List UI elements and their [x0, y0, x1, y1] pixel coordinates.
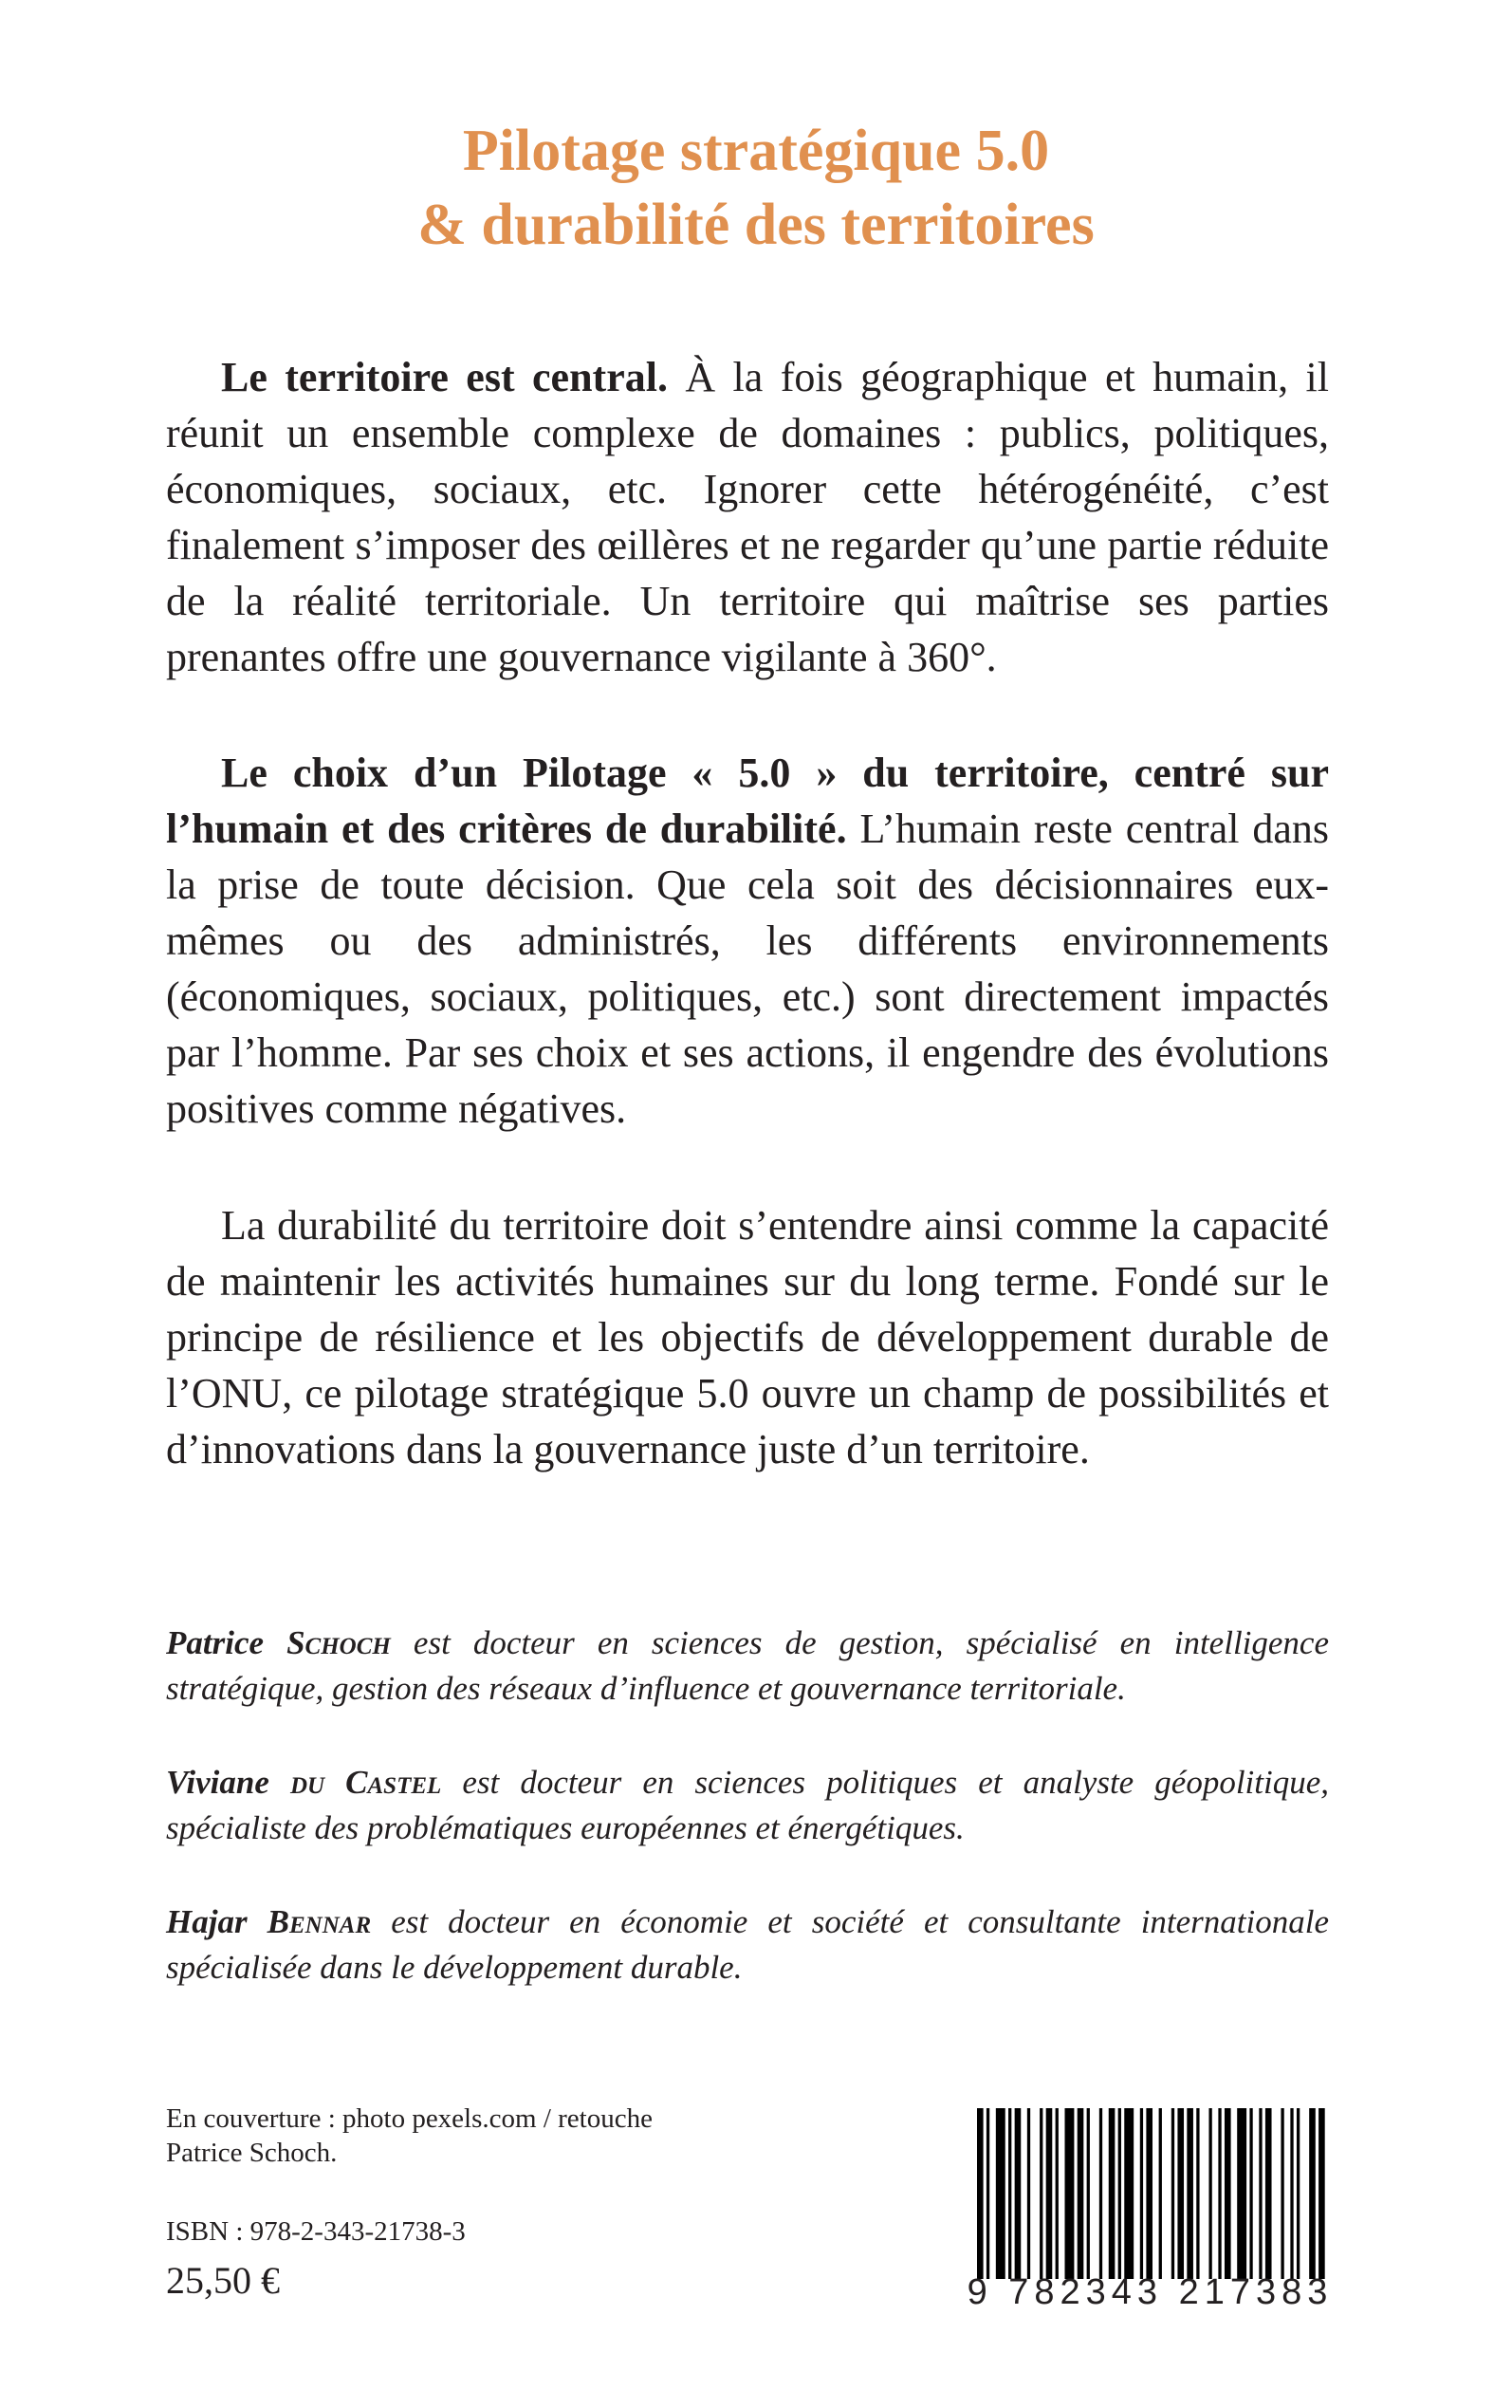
barcode-bar	[1171, 2108, 1174, 2279]
barcode-icon	[977, 2108, 1328, 2279]
paragraph-territory	[166, 349, 1329, 685]
barcode-bar	[986, 2108, 989, 2279]
paragraph-pilotage	[166, 745, 1329, 1137]
paragraph-text: La durabilité du territoire doit s’entendre ainsi comme la capacité de maintenir les activités humaines sur du long terme. Fondé sur le principe de résilience et les objectifs de développement durable de l’ONU, ce pilotage stratégique 5.0 ouvre un champ de possibilités et d’innovations dans la gouvernance juste d’un territoire.	[166, 1202, 1329, 1473]
barcode-bar	[1187, 2108, 1193, 2279]
barcode-bar	[1218, 2108, 1221, 2279]
isbn: ISBN : 978-2-343-21738-3	[166, 2216, 466, 2247]
barcode-bar	[1159, 2108, 1162, 2279]
book-title	[0, 114, 1512, 262]
barcode-bar	[1046, 2108, 1053, 2279]
barcode-bar	[1015, 2108, 1022, 2279]
barcode-bar	[1237, 2108, 1246, 2279]
author-bio: Hajar Bennar est docteur en économie et société et consultante internationale spécialisée dans le développement durable.	[166, 1903, 1330, 1986]
barcode-bar	[1109, 2108, 1116, 2279]
cover-credit: En couverture : photo pexels.com / retouche Patrice Schoch.	[166, 2103, 653, 2168]
barcode-bar	[1065, 2108, 1075, 2279]
barcode-bar	[1140, 2108, 1143, 2279]
author-name: Hajar Bennar	[166, 1903, 372, 1940]
barcode-bar	[1265, 2108, 1272, 2279]
barcode-bar	[1259, 2108, 1262, 2279]
barcode-bar	[1118, 2108, 1121, 2279]
title-line-2: & durabilité des territoires	[417, 193, 1095, 257]
barcode-bar	[1124, 2108, 1134, 2279]
barcode-bar	[1225, 2108, 1231, 2279]
barcode-bar	[1078, 2108, 1084, 2279]
barcode-bar	[1249, 2108, 1252, 2279]
barcode-bar	[1087, 2108, 1090, 2279]
paragraph-text: L’humain reste central dans la prise de toute décision. Que cela soit des décisionnaires eux-mêmes ou des administrés, les différents environnements (économiques, sociaux, politiques, etc.) sont directement impactés par l’homme. Par ses choix et ses actions, il engendre des évolutions positives comme négatives.	[166, 806, 1330, 1132]
author-name: Viviane du Castel	[166, 1764, 442, 1801]
barcode-bar	[1281, 2108, 1283, 2279]
barcode-bar	[1056, 2108, 1059, 2279]
barcode-bar	[1318, 2108, 1325, 2279]
barcode-bar	[1208, 2108, 1211, 2279]
barcode-bar	[1146, 2108, 1152, 2279]
barcode-digits: 9 782343 217383	[967, 2272, 1334, 2312]
author-name: Patrice Schoch	[166, 1624, 391, 1661]
barcode-bar	[1099, 2108, 1102, 2279]
barcode-bar	[1196, 2108, 1199, 2279]
author-bio: Viviane du Castel est docteur en sciences politiques et analyste géopolitique, spécialiste des problématiques européennes et énergétiques.	[166, 1764, 1329, 1846]
barcode-bar	[1297, 2108, 1300, 2279]
price: 25,50 €	[166, 2259, 280, 2302]
author-bio: Patrice Schoch est docteur en sciences de gestion, spécialisé en intelligence stratégique, gestion des réseaux d’influence et gouvernance territoriale.	[166, 1624, 1329, 1707]
barcode-bar	[1290, 2108, 1293, 2279]
paragraph-durability	[166, 1197, 1329, 1477]
barcode-bar	[1177, 2108, 1184, 2279]
barcode-bar	[977, 2108, 984, 2279]
barcode-bar	[1040, 2108, 1042, 2279]
title-line-1: Pilotage stratégique 5.0	[462, 119, 1050, 183]
barcode-bar	[1309, 2108, 1316, 2279]
paragraph-text: À la fois géographique et humain, il réunit un ensemble complexe de domaines : publics, politiques, économiques, sociaux, etc. Ignorer cette hétérogénéité, c’est finalement s’imposer des œillères et ne regarder qu’une partie réduite de la réalité territoriale. Un territoire qui maîtrise ses parties prenantes offre une gouvernance vigilante à 360°.	[166, 354, 1329, 680]
barcode-bar	[1008, 2108, 1011, 2279]
barcode-bar	[1027, 2108, 1030, 2279]
paragraph-lead: Le territoire est central.	[221, 354, 668, 400]
paragraph-lead: Le choix d’un Pilotage « 5.0 » du territoire, centré sur l’humain et des critères de durabilité.	[166, 750, 1329, 852]
barcode-bar	[996, 2108, 1005, 2279]
